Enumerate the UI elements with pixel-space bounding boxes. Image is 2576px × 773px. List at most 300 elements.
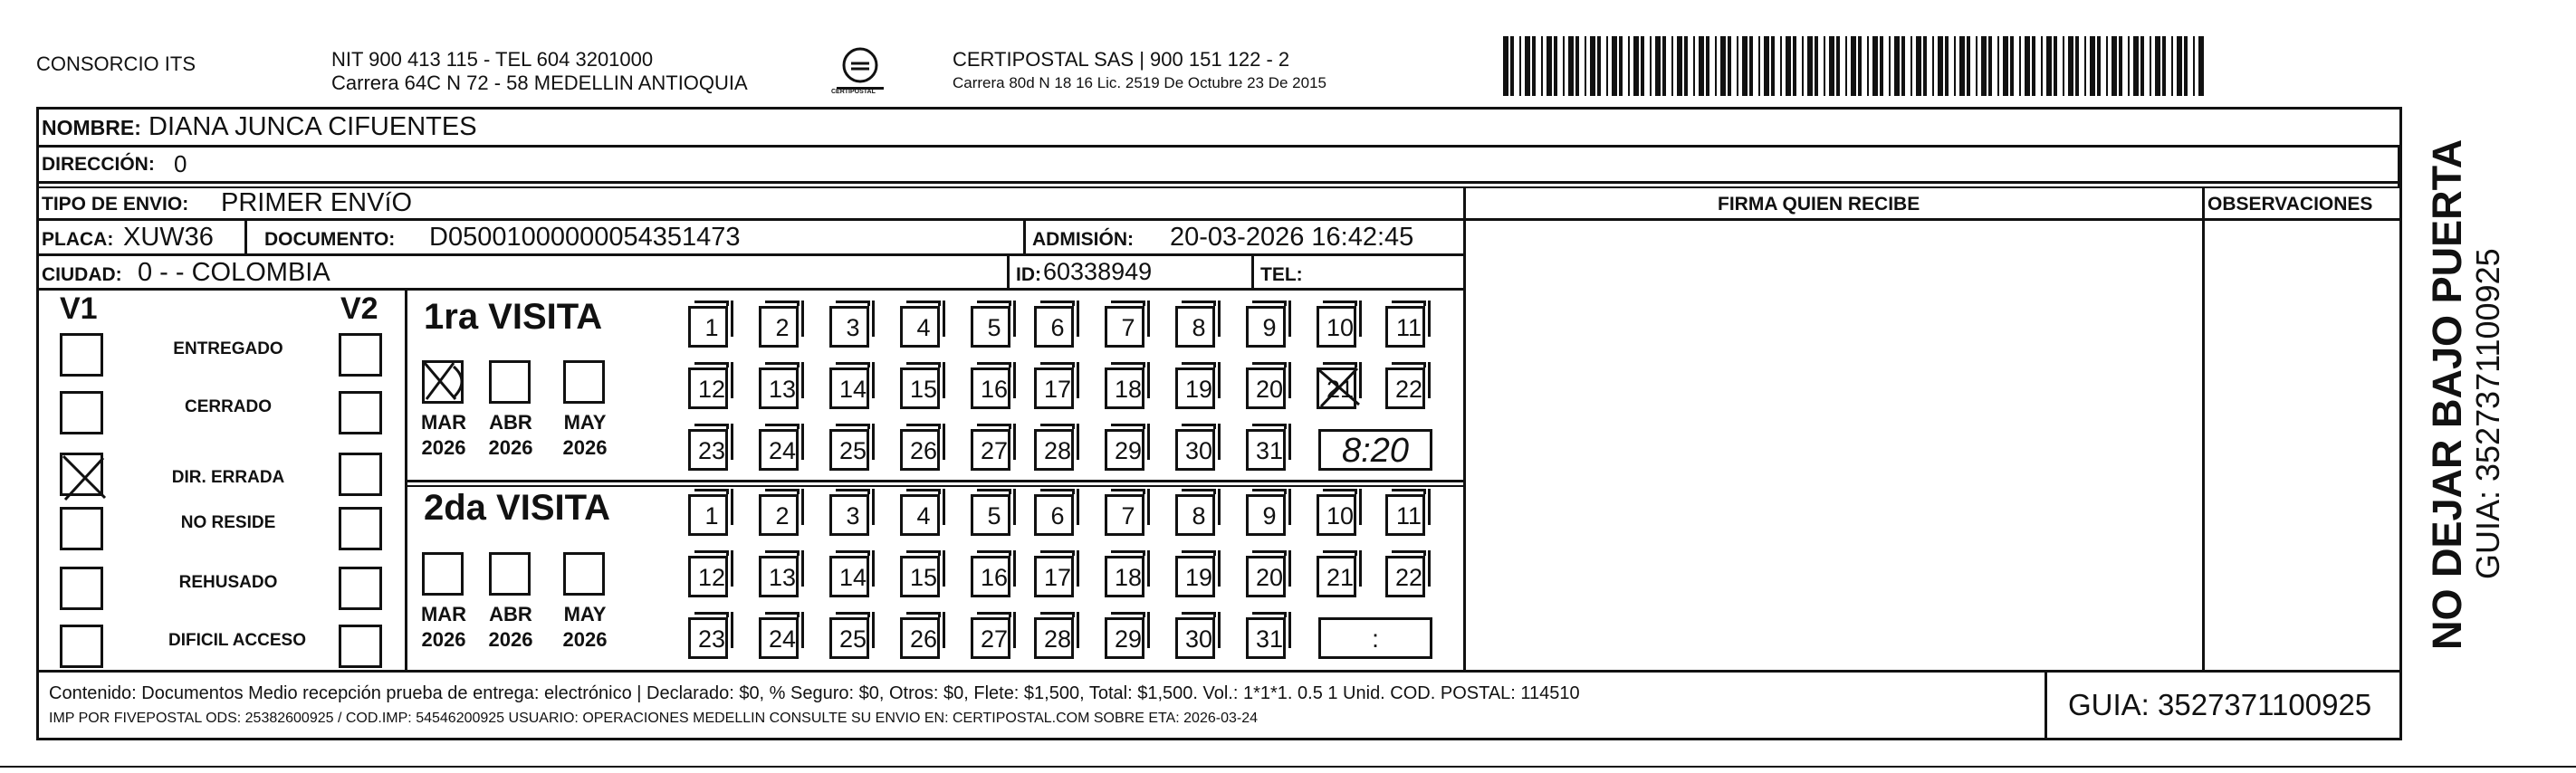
day-number: 19 [1184,376,1213,403]
barcode-bar [1815,36,1818,96]
barcode-bar [2010,36,2014,96]
second-visit-title: 2da VISITA [424,488,610,528]
first-visit-day-31[interactable] [1246,429,1286,471]
visit-split [405,480,1463,482]
second-visit-day-26[interactable] [900,617,940,659]
second-visit-day-23[interactable] [688,617,728,659]
day-number: 25 [838,625,867,653]
admision-divider [1023,218,1026,253]
day-number: 16 [980,564,1009,591]
second-visit-year-label: 2026 [488,628,533,651]
barcode-bar [1829,36,1834,96]
v1-checkbox[interactable] [60,625,103,668]
barcode-bar [1742,36,1748,96]
second-visit-day-7[interactable] [1105,494,1144,536]
first-visit-day-22[interactable] [1385,367,1425,409]
first-visit-year-label: 2026 [562,436,608,459]
company-name: CONSORCIO ITS [36,52,196,75]
first-visit-month-abr[interactable] [489,360,531,404]
barcode-bar [2193,36,2195,96]
second-visit-day-18[interactable] [1105,556,1144,597]
row-line [36,145,2402,148]
barcode-bar [1728,36,1731,96]
second-visit-year-label: 2026 [421,628,466,651]
barcode-bar [1633,36,1639,96]
day-number: 21 [1326,376,1355,403]
barcode-bar [1758,36,1760,96]
second-visit-day-9[interactable] [1246,494,1286,536]
second-visit-day-21[interactable] [1317,556,1356,597]
barcode-bar [1597,36,1601,96]
row-line [36,288,1463,291]
barcode-bar [2155,36,2160,96]
day-number: 21 [1326,564,1355,591]
first-visit-day-14[interactable] [829,367,869,409]
observaciones-label: OBSERVACIONES [2207,194,2373,215]
day-number: 4 [916,314,931,341]
day-number: 8 [1192,314,1206,341]
barcode-bar [2068,36,2073,96]
day-number: 29 [1114,625,1143,653]
day-number: 25 [838,437,867,464]
barcode-bar [1836,36,1840,96]
v2-header: V2 [340,291,378,326]
day-number: 8 [1192,502,1206,530]
first-visit-day-21[interactable] [1317,367,1356,409]
second-visit-day-19[interactable] [1175,556,1215,597]
first-visit-time-box[interactable] [1318,429,1432,471]
first-visit-day-19[interactable] [1175,367,1215,409]
barcode-bar [1793,36,1796,96]
barcode-bar [1858,36,1862,96]
barcode-bar [1671,36,1673,96]
second-visit-day-8[interactable] [1175,494,1215,536]
day-number: 14 [838,376,867,403]
first-visit-day-3[interactable] [829,306,869,348]
day-number: 7 [1121,502,1135,530]
first-visit-month-label: MAR [420,411,467,434]
day-number: 27 [980,437,1009,464]
day-number: 10 [1326,314,1355,341]
status-label: DIR. ERRADA [171,468,285,487]
tel-divider [1251,253,1254,288]
barcode-bar [1802,36,1804,96]
barcode-bar [1585,36,1586,96]
barcode-bar [1780,36,1782,96]
second-visit-day-16[interactable] [971,556,1010,597]
second-visit-day-10[interactable] [1317,494,1356,536]
placa-label: PLACA: [42,229,114,250]
first-visit-day-23[interactable] [688,429,728,471]
first-visit-month-may[interactable] [563,360,605,404]
tipo-value: PRIMER ENVíO [221,188,413,217]
footer-guia: GUIA: 3527371100925 [2068,688,2372,721]
first-visit-day-9[interactable] [1246,306,1286,348]
second-visit-day-14[interactable] [829,556,869,597]
second-visit-day-31[interactable] [1246,617,1286,659]
v1-checkbox[interactable] [60,333,103,377]
day-number: 9 [1262,502,1277,530]
barcode-bar [2128,36,2130,96]
day-number: 1 [704,314,719,341]
second-visit-day-3[interactable] [829,494,869,536]
day-number: 3 [846,502,860,530]
day-number: 29 [1114,437,1143,464]
barcode-bar [1650,36,1652,96]
barcode-bar [2032,36,2035,96]
day-number: 12 [697,564,726,591]
day-number: 7 [1121,314,1135,341]
v1-checkbox[interactable] [60,507,103,550]
barcode-bar [2150,36,2151,96]
first-visit-day-18[interactable] [1105,367,1144,409]
barcode-bar [2046,36,2052,96]
day-number: 5 [987,314,1001,341]
footer-contents: Contenido: Documentos Medio recepción prueba de entrega: electrónico | Declarado: $0, % Seguro: $0, Otros: $0, Flete: $1,500, Total: $1,500. Vol.: 1*1*1. 0.5 1 Unid. COD. POSTAL: 114510 [49,683,1580,703]
direccion-value: 0 [174,150,187,177]
first-visit-year-label: 2026 [421,436,466,459]
barcode-bar [1749,36,1753,96]
second-visit-day-5[interactable] [971,494,1010,536]
day-number: 17 [1043,564,1072,591]
barcode-bar [1916,36,1921,96]
barcode-bar [1554,36,1557,96]
day-number: 30 [1184,437,1213,464]
first-visit-day-24[interactable] [759,429,799,471]
id-divider [1007,253,1010,288]
barcode-bar [2090,36,2095,96]
day-number: 6 [1050,314,1065,341]
barcode-bar [1764,36,1769,96]
first-visit-year-label: 2026 [488,436,533,459]
barcode-bar [2162,36,2166,96]
tipo-label: TIPO DE ENVIO: [42,194,189,215]
barcode-bar [1541,36,1543,96]
company-address: Carrera 64C N 72 - 58 MEDELLIN ANTIOQUIA [331,72,748,94]
barcode-bar [1532,36,1536,96]
first-visit-day-27[interactable] [971,429,1010,471]
placa-divider [244,218,247,253]
barcode-bar [1938,36,1943,96]
first-visit-month-mar[interactable] [422,360,464,404]
visit-divider [405,288,407,670]
first-visit-day-7[interactable] [1105,306,1144,348]
v1-checkbox[interactable] [60,453,103,496]
barcode-bar [1867,36,1869,96]
day-number: 24 [768,625,797,653]
barcode-bar [1563,36,1565,96]
barcode-bar [1845,36,1847,96]
first-visit-day-28[interactable] [1034,429,1074,471]
barcode-bar [2119,36,2122,96]
tel-label: TEL: [1260,264,1303,285]
barcode-bar [1662,36,1666,96]
logo-caption: CERTIPOSTAL [831,89,876,95]
ciudad-label: CIUDAD: [42,264,122,285]
barcode-bar [1693,36,1695,96]
day-number: 24 [768,437,797,464]
barcode-bar [2106,36,2108,96]
first-visit-day-15[interactable] [900,367,940,409]
day-number: 13 [768,376,797,403]
barcode-bar [1880,36,1883,96]
v1-header: V1 [60,291,98,326]
barcode-bar [1575,36,1579,96]
second-visit-day-4[interactable] [900,494,940,536]
second-visit-day-30[interactable] [1175,617,1215,659]
barcode-bar [1901,36,1905,96]
day-number: 23 [697,625,726,653]
barcode-bar [1889,36,1891,96]
day-number: 22 [1394,376,1423,403]
day-number: 20 [1255,376,1284,403]
barcode-bar [2054,36,2057,96]
barcode-bar [1851,36,1856,96]
barcode-bar [1910,36,1912,96]
barcode-bar [2019,36,2021,96]
v1-checkbox[interactable] [60,567,103,610]
barcode-bar [2003,36,2008,96]
first-visit-day-8[interactable] [1175,306,1215,348]
first-visit-day-11[interactable] [1385,306,1425,348]
first-visit-time-value: 8:20 [1342,432,1409,470]
second-visit-day-24[interactable] [759,617,799,659]
barcode-bar [1976,36,1977,96]
day-number: 1 [704,502,719,530]
barcode-bar [1503,36,1508,96]
second-visit-month-label: MAR [420,603,467,625]
second-visit-day-27[interactable] [971,617,1010,659]
barcode-bar [1715,36,1717,96]
day-number: 2 [775,314,790,341]
barcode-bar [1677,36,1682,96]
second-visit-day-1[interactable] [688,494,728,536]
second-visit-day-12[interactable] [688,556,728,597]
visit-split [405,485,1463,487]
barcode-bar [1612,36,1617,96]
day-number: 4 [916,502,931,530]
day-number: 18 [1114,564,1143,591]
second-visit-time-box[interactable] [1318,617,1432,659]
day-number: 31 [1255,437,1284,464]
first-visit-day-25[interactable] [829,429,869,471]
day-number: 3 [846,314,860,341]
second-visit-month-mar[interactable] [422,552,464,596]
second-visit-day-13[interactable] [759,556,799,597]
day-number: 23 [697,437,726,464]
day-number: 16 [980,376,1009,403]
barcode-bar [1699,36,1704,96]
admision-label: ADMISIÓN: [1032,229,1134,250]
barcode-bar [2097,36,2101,96]
second-visit-day-20[interactable] [1246,556,1286,597]
day-number: 15 [909,376,938,403]
nombre-label: NOMBRE: [42,116,141,139]
barcode-bar [1641,36,1644,96]
second-visit-month-label: MAY [563,603,607,625]
barcode-bar [1628,36,1630,96]
barcode-bar [1872,36,1878,96]
second-visit-month-abr[interactable] [489,552,531,596]
first-visit-title: 1ra VISITA [424,297,603,337]
day-number: 28 [1043,625,1072,653]
first-visit-day-20[interactable] [1246,367,1286,409]
id-label: ID: [1016,264,1041,285]
barcode-bar [1525,36,1530,96]
second-visit-day-2[interactable] [759,494,799,536]
day-number: 10 [1326,502,1355,530]
second-visit-day-28[interactable] [1034,617,1074,659]
first-visit-day-5[interactable] [971,306,1010,348]
day-number: 31 [1255,625,1284,653]
second-visit-day-22[interactable] [1385,556,1425,597]
day-cross-mark [1314,365,1368,410]
barcode-bar [1568,36,1574,96]
day-number: 6 [1050,502,1065,530]
barcode-bar [2063,36,2064,96]
day-number: 18 [1114,376,1143,403]
barcode-bar [1824,36,1825,96]
first-visit-day-1[interactable] [688,306,728,348]
footer-divider [2045,670,2047,740]
id-value: 60338949 [1043,258,1153,285]
firma-divider [1463,186,1466,670]
barcode-bar [1684,36,1688,96]
day-number: 11 [1395,502,1422,530]
barcode-bar [1547,36,1552,96]
first-visit-day-10[interactable] [1317,306,1356,348]
side-panel [2410,127,2537,688]
day-number: 12 [697,376,726,403]
day-number: 26 [909,625,938,653]
barcode-bar [1771,36,1775,96]
v1-checkbox[interactable] [60,391,103,434]
barcode-bar [2177,36,2182,96]
barcode-bar [1894,36,1900,96]
day-number: 5 [987,502,1001,530]
barcode-bar [2171,36,2173,96]
day-number: 28 [1043,437,1072,464]
day-number: 13 [768,564,797,591]
status-label: NO RESIDE [180,513,276,532]
status-label: CERRADO [184,397,273,416]
barcode-bar [2198,36,2204,96]
day-number: 20 [1255,564,1284,591]
barcode-bar [1807,36,1813,96]
carrier-name: CERTIPOSTAL SAS | 900 151 122 - 2 [953,48,1290,71]
row-line [36,253,1463,256]
day-number: 22 [1394,564,1423,591]
day-number: 11 [1395,314,1422,341]
direccion-label: DIRECCIÓN: [42,154,155,175]
first-visit-day-6[interactable] [1034,306,1074,348]
barcode-bar [1786,36,1791,96]
barcode-bar [2133,36,2139,96]
second-visit-day-17[interactable] [1034,556,1074,597]
barcode-bar [2112,36,2117,96]
row-end [2398,145,2400,186]
cut-line [0,766,2576,768]
second-visit-day-29[interactable] [1105,617,1144,659]
firma-label: FIRMA QUIEN RECIBE [1718,194,1920,215]
barcode-bar [2025,36,2030,96]
day-number: 19 [1184,564,1213,591]
barcode-bar [1519,36,1521,96]
day-number: 14 [838,564,867,591]
barcode-bar [1655,36,1661,96]
second-visit-month-may[interactable] [563,552,605,596]
status-label: REHUSADO [178,573,278,592]
day-number: 30 [1184,625,1213,653]
barcode-bar [1981,36,1987,96]
barcode-bar [1923,36,1927,96]
barcode [1503,36,2205,96]
second-visit-day-15[interactable] [900,556,940,597]
carrier-address: Carrera 80d N 18 16 Lic. 2519 De Octubre 23 De 2015 [953,74,1326,91]
barcode-bar [1706,36,1709,96]
barcode-bar [1988,36,1992,96]
row-line [36,181,2402,184]
second-visit-day-6[interactable] [1034,494,1074,536]
first-visit-day-4[interactable] [900,306,940,348]
barcode-bar [1510,36,1514,96]
ciudad-value: 0 - - COLOMBIA [138,258,330,287]
first-visit-day-30[interactable] [1175,429,1215,471]
first-visit-month-label: ABR [489,411,532,434]
first-visit-day-16[interactable] [971,367,1010,409]
first-visit-day-29[interactable] [1105,429,1144,471]
admision-value: 20-03-2026 16:42:45 [1170,223,1414,252]
barcode-bar [2075,36,2079,96]
barcode-bar [1967,36,1970,96]
barcode-bar [1959,36,1965,96]
row-line [36,218,2402,221]
second-visit-day-11[interactable] [1385,494,1425,536]
first-visit-day-2[interactable] [759,306,799,348]
footer-line [36,670,2402,673]
day-number: 26 [909,437,938,464]
first-visit-day-13[interactable] [759,367,799,409]
day-number: 2 [775,502,790,530]
month-cross-mark [421,359,472,406]
day-number: 27 [980,625,1009,653]
nombre-value: DIANA JUNCA CIFUENTES [148,112,477,141]
placa-value: XUW36 [123,223,214,252]
day-number: 9 [1262,314,1277,341]
documento-label: DOCUMENTO: [264,229,396,250]
day-number: 17 [1043,376,1072,403]
barcode-bar [2041,36,2043,96]
barcode-bar [1590,36,1595,96]
obs-divider [2202,186,2205,670]
first-visit-day-17[interactable] [1034,367,1074,409]
status-label: DIFICIL ACCESO [168,631,306,650]
first-visit-day-12[interactable] [688,367,728,409]
do-not-leave-notice: NO DEJAR BAJO PUERTA [2424,138,2470,650]
first-visit-day-26[interactable] [900,429,940,471]
documento-value: D05001000000054351473 [429,223,741,252]
day-number: 15 [909,564,938,591]
barcode-bar [1954,36,1956,96]
barcode-bar [1720,36,1726,96]
side-guia: GUIA: 3527371100925 [2469,248,2506,579]
barcode-bar [1945,36,1949,96]
second-visit-day-25[interactable] [829,617,869,659]
barcode-bar [2140,36,2144,96]
second-visit-year-label: 2026 [562,628,608,651]
barcode-bar [2084,36,2086,96]
footer-print-info: IMP POR FIVEPOSTAL ODS: 25382600925 / COD.IMP: 54546200925 USUARIO: OPERACIONES MEDELLIN CONSULTE SU ENVIO EN: CERTIPOSTAL.COM SOBRE ETA: 2026-03-24 [49,711,1258,726]
